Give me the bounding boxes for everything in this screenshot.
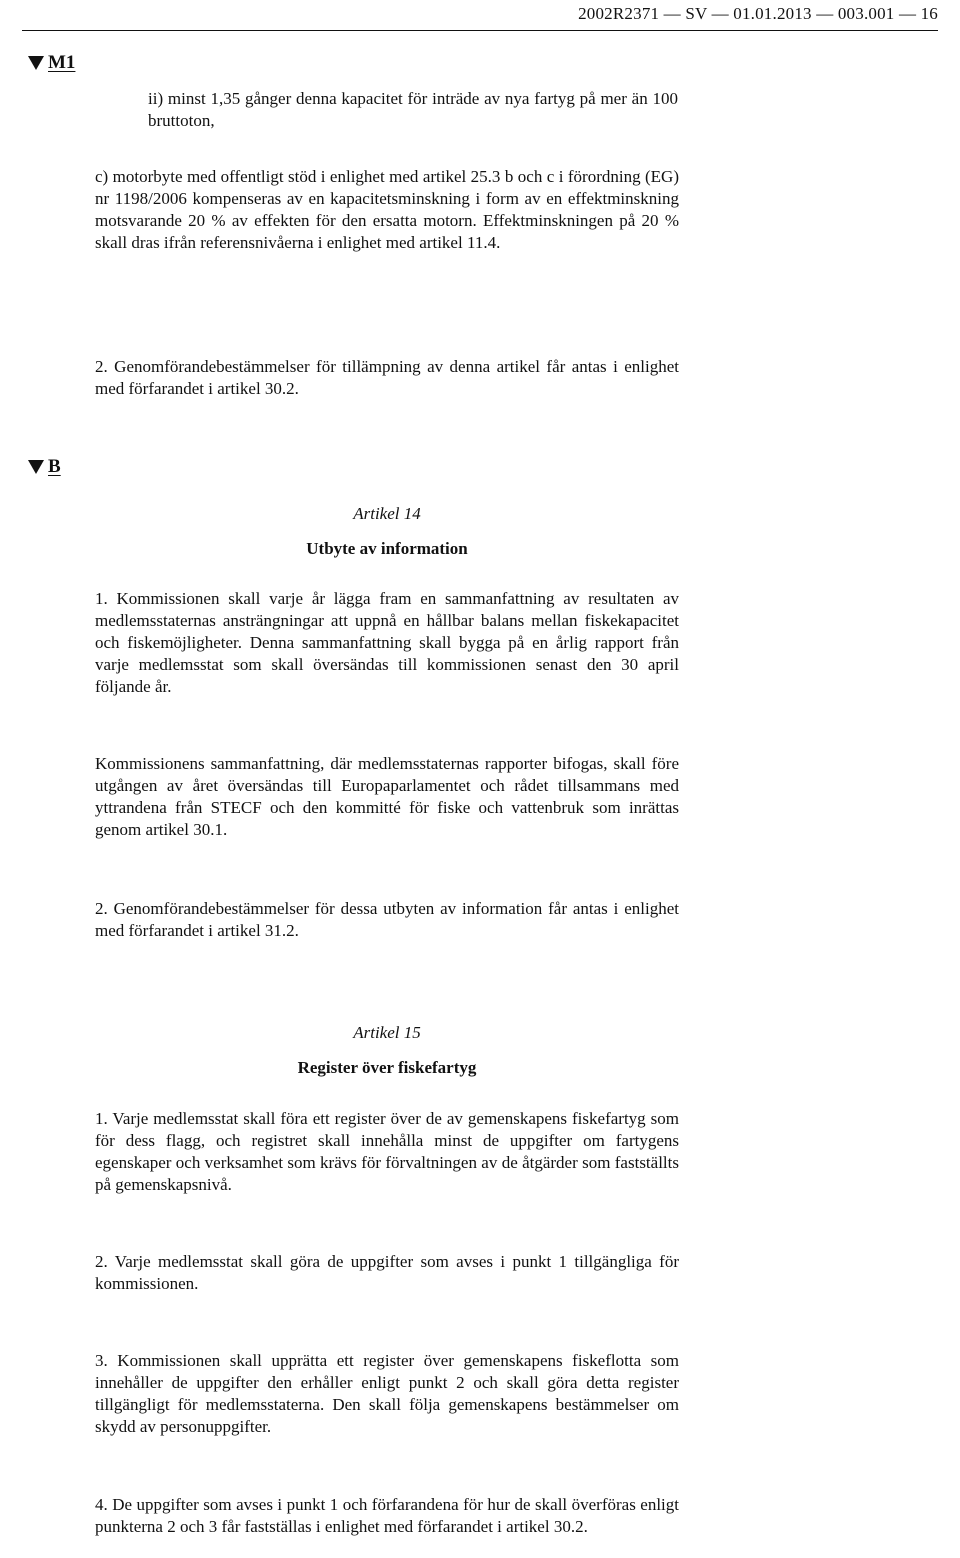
article-14-paragraph-1-cont: Kommissionens sammanfattning, där medlemsstaternas rapporter bifogas, skall före utgången av året översändas till Europaparlamentet och rådet tillsammans med yttrandena från STECF och den kommitté för fiske och vattenbruk som inrättas genom artikel 30.1. (95, 754, 679, 839)
article-14-paragraph-2: 2. Genomförandebestämmelser för dessa utbyten av information får antas i enlighet med förfarandet i artikel 31.2. (95, 899, 679, 940)
article-14-title: Utbyte av information (306, 539, 468, 558)
point-c: c) motorbyte med offentligt stöd i enlighet med artikel 25.3 b och c i förordning (EG) nr 1198/2006 kompenseras av en kapacitetsminskning i form av en effektminskning motsvarande 20 % av effekten för den ersatta motorn. Effektminskningen på 20 % skall dras ifrån referensnivåerna i enlighet med artikel 11.4. (95, 167, 679, 252)
triangle-down-icon (28, 460, 44, 474)
marker-code: B (48, 456, 61, 477)
article-15-paragraph-1: 1. Varje medlemsstat skall föra ett register över de av gemenskapens fiskefartyg som för dess flagg, och registret skall innehålla minst de uppgifter om fartygens egenskaper och verksamhet som krävs för förvaltningen av de åtgärder som fastställts på gemenskapsnivå. (95, 1109, 679, 1194)
article-14-number: Artikel 14 (353, 504, 421, 523)
page-header: 2002R2371 — SV — 01.01.2013 — 003.001 — 16 (578, 4, 938, 23)
article-15-title: Register över fiskefartyg (297, 1058, 477, 1077)
article-14-paragraph-1: 1. Kommissionen skall varje år lägga fram en sammanfattning av resultaten av medlemsstaternas ansträngningar att uppnå en hållbar balans mellan fiskekapacitet och fiskemöjligheter. Denna sammanfattning skall bygga på en årlig rapport från varje medlemsstat som skall översändas till kommissionen senast den 30 april följande år. (95, 589, 679, 696)
point-ii: ii) minst 1,35 gånger denna kapacitet för inträde av nya fartyg på mer än 100 bruttoton, (148, 89, 678, 130)
amendment-marker-m1 (28, 52, 75, 74)
article-15-paragraph-3: 3. Kommissionen skall upprätta ett register över gemenskapens fiskeflotta som innehåller de uppgifter den erhåller enligt punkt 2 och skall göra detta register tillgängligt för medlemsstaterna. Den skall följa gemenskapens bestämmelser om skydd av personuppgifter. (95, 1351, 679, 1436)
amendment-marker-b (28, 456, 61, 478)
triangle-down-icon (28, 56, 44, 70)
marker-code: M1 (48, 52, 76, 73)
article-15-paragraph-4: 4. De uppgifter som avses i punkt 1 och förfarandena för hur de skall överföras enligt punkterna 2 och 3 får fastställas i enlighet med förfarandet i artikel 30.2. (95, 1495, 679, 1536)
article-15-paragraph-2: 2. Varje medlemsstat skall göra de uppgifter som avses i punkt 1 tillgängliga för kommissionen. (95, 1252, 679, 1293)
article-15-number: Artikel 15 (353, 1023, 421, 1042)
paragraph-2: 2. Genomförandebestämmelser för tillämpning av denna artikel får antas i enlighet med förfarandet i artikel 30.2. (95, 357, 679, 398)
header-rule (22, 30, 938, 31)
